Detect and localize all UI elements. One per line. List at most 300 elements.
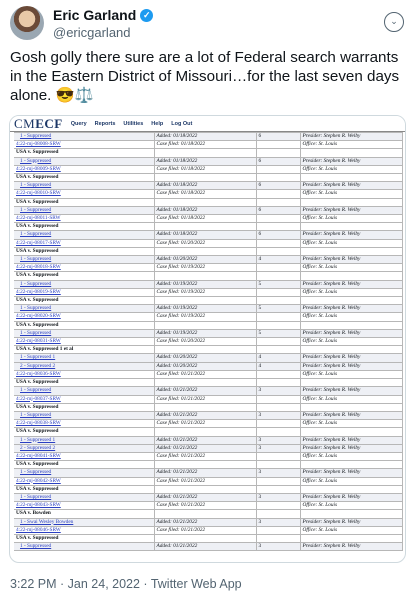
case-caption-cell <box>14 198 154 206</box>
empty-cell <box>300 510 402 518</box>
case-filed-date: Case filed: 01/18/2022 <box>156 190 206 197</box>
added-date: Added: 01/21/2022 <box>156 411 198 418</box>
presider: Presider: Stephen R. Welby <box>302 280 361 287</box>
added-date-cell <box>154 280 256 288</box>
case-number-link[interactable]: 4:22-mj-08037-SRW <box>16 395 61 402</box>
case-caption: USA v. Suppressed 1 et al <box>16 346 74 353</box>
empty-cell <box>154 247 256 255</box>
added-date: Added: 01/18/2022 <box>156 206 198 213</box>
empty-cell <box>300 223 402 231</box>
presider: Presider: Stephen R. Welby <box>302 436 361 443</box>
empty-cell <box>300 461 402 469</box>
entry-count: 3 <box>258 543 262 550</box>
table-row <box>14 321 402 329</box>
table-row <box>14 141 402 149</box>
added-date-cell <box>154 182 256 190</box>
case-caption-cell <box>14 247 154 255</box>
entry-count-cell <box>256 444 300 452</box>
presider-cell <box>300 157 402 165</box>
party-link-cell <box>14 305 154 313</box>
party-link[interactable]: 1 - Suppressed <box>20 329 52 336</box>
case-caption: USA v. Suppressed <box>16 272 59 279</box>
entry-count: 6 <box>258 182 262 189</box>
empty-cell <box>300 272 402 280</box>
case-filed-date-cell <box>154 502 256 510</box>
case-number-link[interactable]: 4:22-mj-08011-SRW <box>16 215 61 222</box>
party-link[interactable]: 1 - Suppressed <box>20 133 52 139</box>
added-date: Added: 01/21/2022 <box>156 444 198 451</box>
added-date: Added: 01/18/2022 <box>156 157 198 164</box>
added-date-cell <box>154 206 256 214</box>
presider-cell <box>300 543 402 551</box>
empty-cell <box>256 379 300 387</box>
entry-count-cell <box>256 411 300 419</box>
party-link-cell <box>14 256 154 264</box>
empty-cell <box>256 428 300 436</box>
empty-cell <box>154 403 256 411</box>
case-number-link-cell <box>14 288 154 296</box>
office: Office: St. Louis <box>302 420 338 427</box>
empty-cell <box>154 223 256 231</box>
case-filed-date: Case filed: 01/18/2022 <box>156 165 206 172</box>
presider: Presider: Stephen R. Welby <box>302 354 361 361</box>
party-link[interactable]: 2 - Suppressed 2 <box>20 362 56 369</box>
case-caption-cell <box>14 321 154 329</box>
party-link[interactable]: 1 - Suppressed <box>20 231 52 238</box>
entry-count-cell <box>256 231 300 239</box>
party-link[interactable]: 1 - Suppressed <box>20 411 52 418</box>
added-date-cell <box>154 436 256 444</box>
empty-cell <box>256 395 300 403</box>
entry-count-cell <box>256 305 300 313</box>
empty-cell <box>256 297 300 305</box>
empty-cell <box>256 165 300 173</box>
party-link-cell <box>14 493 154 501</box>
added-date: Added: 01/20/2022 <box>156 354 198 361</box>
presider-cell <box>300 411 402 419</box>
empty-cell <box>256 198 300 206</box>
menu-logout[interactable]: Log Out <box>171 120 193 127</box>
office: Office: St. Louis <box>302 165 338 172</box>
added-date: Added: 01/21/2022 <box>156 543 198 550</box>
table-row <box>14 518 402 526</box>
office-cell <box>300 420 402 428</box>
table-row <box>14 198 402 206</box>
table-row <box>14 165 402 173</box>
presider: Presider: Stephen R. Welby <box>302 411 361 418</box>
case-caption-cell <box>14 297 154 305</box>
case-filed-date: Case filed: 01/19/2022 <box>156 288 206 295</box>
presider-cell <box>300 206 402 214</box>
entry-count-cell <box>256 133 300 141</box>
case-caption: USA v. Suppressed <box>16 428 59 435</box>
added-date: Added: 01/19/2022 <box>156 329 198 336</box>
empty-cell <box>154 379 256 387</box>
table-row <box>14 370 402 378</box>
empty-cell <box>154 346 256 354</box>
table-row <box>14 387 402 395</box>
empty-cell <box>154 461 256 469</box>
party-link[interactable]: 1 - Suppressed <box>20 387 52 394</box>
case-filed-date: Case filed: 01/21/2022 <box>156 452 206 459</box>
entry-count-cell <box>256 362 300 370</box>
case-number-link-cell <box>14 264 154 272</box>
entry-count: 5 <box>258 329 262 336</box>
party-link[interactable]: 1 - Swai Wesley Bowden <box>20 518 74 525</box>
case-filed-date-cell <box>154 215 256 223</box>
entry-count: 5 <box>258 280 262 287</box>
menu-utilities[interactable]: Utilities <box>123 120 144 127</box>
party-link[interactable]: 1 - Suppressed <box>20 157 52 164</box>
case-caption-cell <box>14 272 154 280</box>
office-cell <box>300 239 402 247</box>
party-link[interactable]: 1 - Suppressed <box>20 469 52 476</box>
table-row <box>14 256 402 264</box>
case-number-link-cell <box>14 190 154 198</box>
table-row <box>14 354 402 362</box>
case-number-link-cell <box>14 452 154 460</box>
table-row <box>14 379 402 387</box>
more-options-icon[interactable]: ⌄ <box>384 12 404 32</box>
case-number-link-cell <box>14 395 154 403</box>
case-number-link-cell <box>14 370 154 378</box>
table-row <box>14 543 402 551</box>
added-date: Added: 01/20/2022 <box>156 256 198 263</box>
case-filed-date-cell <box>154 477 256 485</box>
case-number-link-cell <box>14 526 154 534</box>
party-link-cell <box>14 436 154 444</box>
party-link[interactable]: 1 - Suppressed <box>20 206 52 213</box>
empty-cell <box>256 452 300 460</box>
party-link[interactable]: 1 - Suppressed <box>20 182 52 189</box>
empty-cell <box>154 272 256 280</box>
table-row <box>14 313 402 321</box>
presider-cell <box>300 305 402 313</box>
presider-cell <box>300 280 402 288</box>
party-link[interactable]: 1 - Suppressed <box>20 543 52 550</box>
case-caption-cell <box>14 403 154 411</box>
case-caption-cell <box>14 149 154 157</box>
case-number-link[interactable]: 4:22-mj-08038-SRW <box>16 420 61 427</box>
entry-count-cell <box>256 469 300 477</box>
party-link[interactable]: 1 - Suppressed <box>20 256 52 263</box>
entry-count: 6 <box>258 157 262 164</box>
table-row <box>14 411 402 419</box>
case-caption: USA v. Suppressed <box>16 379 59 386</box>
added-date: Added: 01/21/2022 <box>156 469 198 476</box>
party-link-cell <box>14 157 154 165</box>
added-date-cell <box>154 444 256 452</box>
case-number-link[interactable]: 4:22-mj-08042-SRW <box>16 477 61 484</box>
office-cell <box>300 215 402 223</box>
added-date-cell <box>154 493 256 501</box>
table-row <box>14 469 402 477</box>
table-row <box>14 485 402 493</box>
case-number-link[interactable]: 4:22-mj-08041-SRW <box>16 452 61 459</box>
case-number-link[interactable]: 4:22-mj-08036-SRW <box>16 370 61 377</box>
entry-count-cell <box>256 157 300 165</box>
office: Office: St. Louis <box>302 452 338 459</box>
added-date: Added: 01/21/2022 <box>156 436 198 443</box>
empty-cell <box>256 149 300 157</box>
case-number-link[interactable]: 4:22-mj-08018-SRW <box>16 264 61 271</box>
case-filed-date: Case filed: 01/18/2022 <box>156 141 206 148</box>
entry-count: 3 <box>258 444 262 451</box>
empty-cell <box>300 198 402 206</box>
case-caption-cell <box>14 461 154 469</box>
empty-cell <box>256 321 300 329</box>
presider: Presider: Stephen R. Welby <box>302 305 361 312</box>
party-link-cell <box>14 469 154 477</box>
entry-count-cell <box>256 518 300 526</box>
office: Office: St. Louis <box>302 288 338 295</box>
presider-cell <box>300 133 402 141</box>
table-row <box>14 239 402 247</box>
table-row <box>14 182 402 190</box>
case-number-link-cell <box>14 338 154 346</box>
empty-cell <box>256 288 300 296</box>
case-number-link[interactable]: 4:22-mj-08031-SRW <box>16 338 61 345</box>
case-filed-date-cell <box>154 313 256 321</box>
case-number-link[interactable]: 4:22-mj-08020-SRW <box>16 313 61 320</box>
table-row <box>14 493 402 501</box>
case-caption-cell <box>14 534 154 542</box>
empty-cell <box>256 272 300 280</box>
case-filed-date: Case filed: 01/21/2022 <box>156 395 206 402</box>
empty-cell <box>256 477 300 485</box>
case-caption-cell <box>14 428 154 436</box>
presider: Presider: Stephen R. Welby <box>302 518 361 525</box>
case-filed-date-cell <box>154 395 256 403</box>
presider-cell <box>300 182 402 190</box>
party-link-cell <box>14 387 154 395</box>
case-number-link[interactable]: 4:22-mj-08008-SRW <box>16 141 61 148</box>
entry-count: 3 <box>258 518 262 525</box>
entry-count: 4 <box>258 354 262 361</box>
empty-cell <box>256 141 300 149</box>
added-date-cell <box>154 411 256 419</box>
added-date-cell <box>154 256 256 264</box>
entry-count: 3 <box>258 411 262 418</box>
table-row <box>14 149 402 157</box>
table-row <box>14 297 402 305</box>
table-row <box>14 461 402 469</box>
case-caption: USA v. Suppressed <box>16 403 59 410</box>
empty-cell <box>256 239 300 247</box>
tweet-text: Gosh golly there sure are a lot of Federal search warrants in the Eastern District of Missouri…for the last seven days alone. 😎⚖️ <box>10 49 400 104</box>
empty-cell <box>256 502 300 510</box>
table-row <box>14 346 402 354</box>
party-link-cell <box>14 182 154 190</box>
office-cell <box>300 141 402 149</box>
table-row <box>14 444 402 452</box>
menu-query[interactable]: Query <box>70 120 87 127</box>
case-caption: USA v. Suppressed <box>16 534 59 541</box>
case-filed-date-cell <box>154 452 256 460</box>
party-link[interactable]: 1 - Suppressed <box>20 493 52 500</box>
entry-count-cell <box>256 543 300 551</box>
case-filed-date-cell <box>154 264 256 272</box>
case-caption-cell <box>14 510 154 518</box>
table-row <box>14 288 402 296</box>
case-caption: USA v. Suppressed <box>16 247 59 254</box>
author-handle[interactable]: @ericgarland <box>53 25 131 40</box>
party-link-cell <box>14 518 154 526</box>
empty-cell <box>256 247 300 255</box>
case-number-link[interactable]: 4:22-mj-08010-SRW <box>16 190 61 197</box>
empty-cell <box>154 534 256 542</box>
table-row <box>14 452 402 460</box>
table-row <box>14 510 402 518</box>
case-number-link-cell <box>14 165 154 173</box>
table-row <box>14 329 402 337</box>
office: Office: St. Louis <box>302 190 338 197</box>
case-caption: USA v. Suppressed <box>16 485 59 492</box>
empty-cell <box>256 215 300 223</box>
table-row <box>14 223 402 231</box>
empty-cell <box>256 223 300 231</box>
party-link-cell <box>14 354 154 362</box>
case-caption-cell <box>14 346 154 354</box>
presider: Presider: Stephen R. Welby <box>302 133 361 139</box>
empty-cell <box>300 485 402 493</box>
empty-cell <box>154 485 256 493</box>
empty-cell <box>154 149 256 157</box>
added-date-cell <box>154 133 256 141</box>
party-link-cell <box>14 329 154 337</box>
added-date-cell <box>154 157 256 165</box>
avatar[interactable] <box>10 6 44 40</box>
empty-cell <box>256 370 300 378</box>
added-date: Added: 01/20/2022 <box>156 362 198 369</box>
tweet-timestamp[interactable]: 3:22 PM · Jan 24, 2022 · Twitter Web App <box>10 577 242 591</box>
entry-count: 4 <box>258 362 262 369</box>
table-row <box>14 231 402 239</box>
table-row <box>14 174 402 182</box>
entry-count-cell <box>256 182 300 190</box>
author-name-row[interactable] <box>53 7 153 23</box>
added-date-cell <box>154 362 256 370</box>
empty-cell <box>256 174 300 182</box>
empty-cell <box>256 190 300 198</box>
party-link-cell <box>14 280 154 288</box>
empty-cell <box>256 264 300 272</box>
menu-reports[interactable]: Reports <box>94 120 116 127</box>
presider: Presider: Stephen R. Welby <box>302 329 361 336</box>
presider-cell <box>300 493 402 501</box>
case-table <box>14 132 403 551</box>
presider: Presider: Stephen R. Welby <box>302 182 361 189</box>
entry-count: 6 <box>258 133 262 139</box>
case-caption: USA v. Bowden <box>16 510 51 517</box>
empty-cell <box>300 346 402 354</box>
party-link[interactable]: 1 - Suppressed 1 <box>20 354 56 361</box>
party-link[interactable]: 1 - Suppressed <box>20 280 52 287</box>
empty-cell <box>300 379 402 387</box>
author-name[interactable]: Eric Garland <box>53 7 137 23</box>
cmecf-logo <box>14 116 63 132</box>
table-row <box>14 436 402 444</box>
table-row <box>14 502 402 510</box>
case-number-link-cell <box>14 502 154 510</box>
case-number-link[interactable]: 4:22-mj-08046-SRW <box>16 526 61 533</box>
presider: Presider: Stephen R. Welby <box>302 387 361 394</box>
office-cell <box>300 165 402 173</box>
case-number-link[interactable]: 4:22-mj-08009-SRW <box>16 165 61 172</box>
presider: Presider: Stephen R. Welby <box>302 157 361 164</box>
party-link[interactable]: 1 - Suppressed 1 <box>20 436 56 443</box>
empty-cell <box>300 403 402 411</box>
added-date: Added: 01/18/2022 <box>156 231 198 238</box>
entry-count: 6 <box>258 206 262 213</box>
empty-cell <box>256 510 300 518</box>
table-row <box>14 477 402 485</box>
table-row <box>14 215 402 223</box>
case-number-link-cell <box>14 477 154 485</box>
office: Office: St. Louis <box>302 215 338 222</box>
office-cell <box>300 288 402 296</box>
table-row <box>14 403 402 411</box>
office-cell <box>300 190 402 198</box>
party-link-cell <box>14 362 154 370</box>
added-date-cell <box>154 231 256 239</box>
case-filed-date: Case filed: 01/20/2022 <box>156 338 206 345</box>
office: Office: St. Louis <box>302 477 338 484</box>
case-number-link[interactable]: 4:22-mj-08043-SRW <box>16 502 61 509</box>
case-number-link-cell <box>14 215 154 223</box>
entry-count: 3 <box>258 469 262 476</box>
case-caption-cell <box>14 379 154 387</box>
empty-cell <box>256 346 300 354</box>
office: Office: St. Louis <box>302 338 338 345</box>
entry-count: 5 <box>258 305 262 312</box>
party-link-cell <box>14 444 154 452</box>
added-date: Added: 01/21/2022 <box>156 518 198 525</box>
empty-cell <box>256 403 300 411</box>
empty-cell <box>300 149 402 157</box>
office: Office: St. Louis <box>302 502 338 509</box>
party-link[interactable]: 1 - Suppressed <box>20 305 52 312</box>
case-filed-date: Case filed: 01/21/2022 <box>156 502 206 509</box>
office: Office: St. Louis <box>302 395 338 402</box>
empty-cell <box>154 428 256 436</box>
table-row <box>14 157 402 165</box>
case-filed-date-cell <box>154 239 256 247</box>
table-row <box>14 190 402 198</box>
attached-screenshot[interactable] <box>9 115 406 563</box>
office: Office: St. Louis <box>302 141 338 148</box>
case-filed-date-cell <box>154 526 256 534</box>
table-row <box>14 206 402 214</box>
entry-count: 3 <box>258 387 262 394</box>
verified-badge-icon: ✓ <box>140 9 153 22</box>
table-row <box>14 133 402 141</box>
case-number-link[interactable]: 4:22-mj-08017-SRW <box>16 239 61 246</box>
party-link-cell <box>14 133 154 141</box>
entry-count-cell <box>256 354 300 362</box>
case-number-link[interactable]: 4:22-mj-08019-SRW <box>16 288 61 295</box>
empty-cell <box>256 313 300 321</box>
entry-count-cell <box>256 280 300 288</box>
party-link[interactable]: 2 - Suppressed 2 <box>20 444 56 451</box>
office: Office: St. Louis <box>302 264 338 271</box>
case-caption: USA v. Suppressed <box>16 321 59 328</box>
added-date: Added: 01/19/2022 <box>156 280 198 287</box>
empty-cell <box>154 198 256 206</box>
case-caption: USA v. Suppressed <box>16 174 59 181</box>
empty-cell <box>154 510 256 518</box>
menu-help[interactable]: Help <box>151 120 164 127</box>
